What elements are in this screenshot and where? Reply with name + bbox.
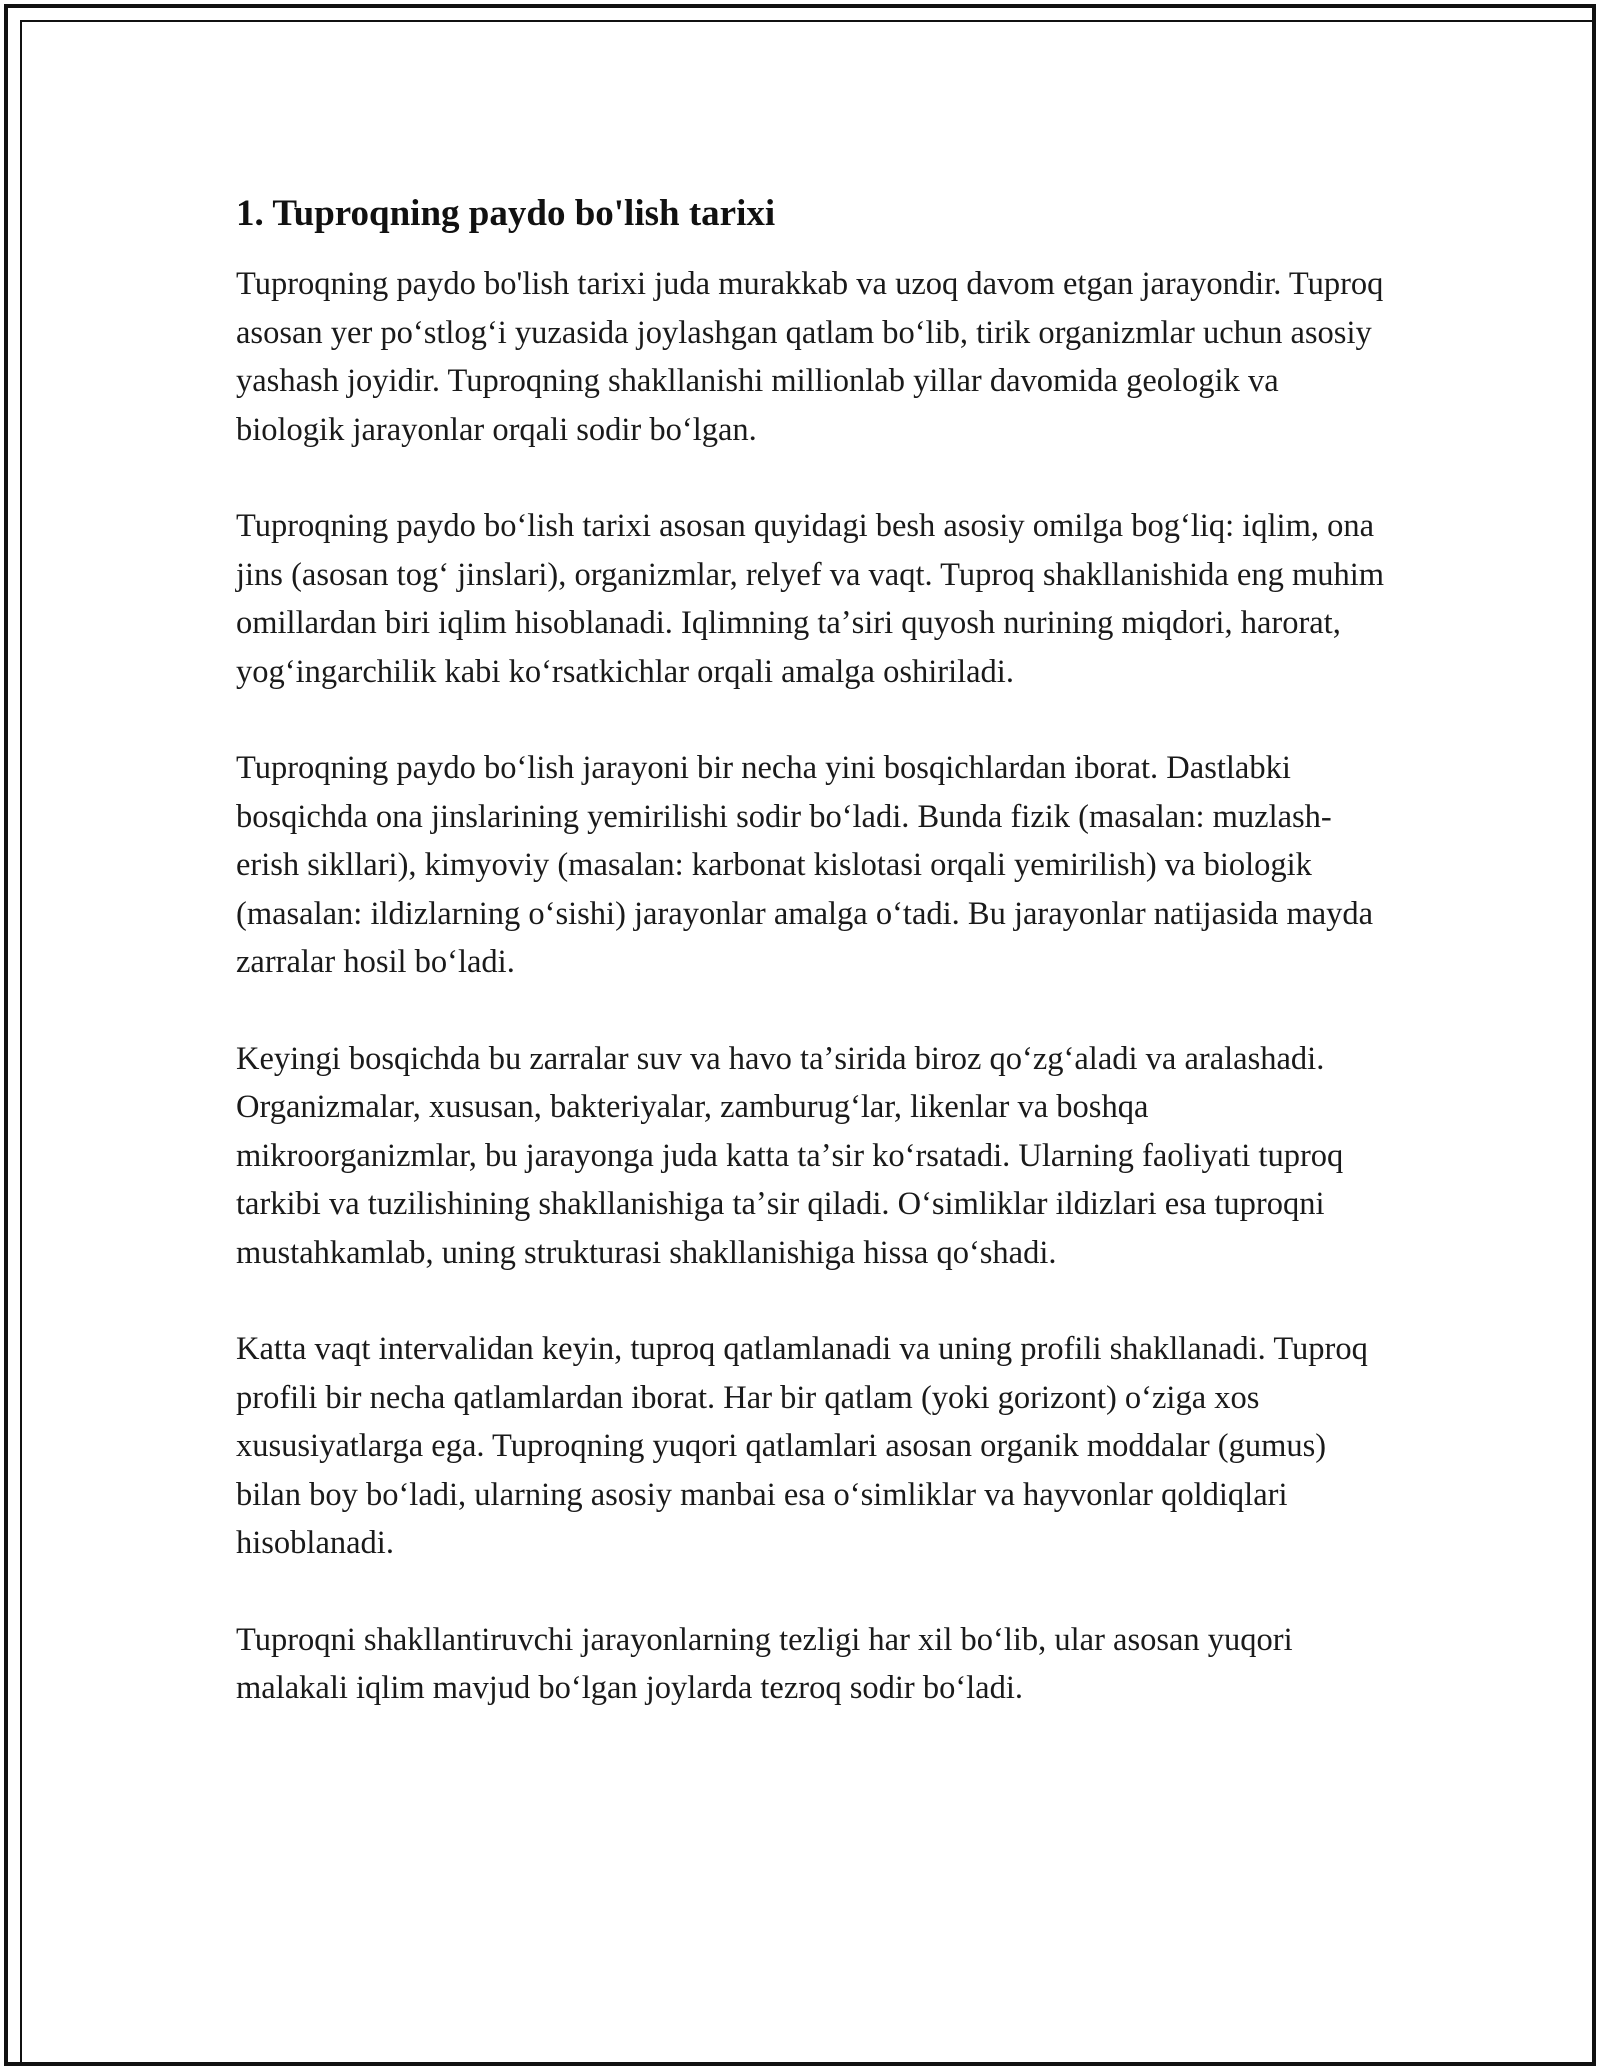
paragraph-3: Tuproqning paydo boʻlish jarayoni bir necha yini bosqichlardan iborat. Dastlabki bosqichda ona jinslarining yemirilishi sodir boʻladi. Bunda fizik (masalan: muzlash-erish sikllari), kimyoviy (masalan: karbonat kislotasi orqali yemirilish) va biologik (masalan: ildizlarning oʻsishi) jarayonlar amalga oʻtadi. Bu jarayonlar natijasida mayda zarralar hosil boʻladi. [236,750,1374,980]
document-body [236,186,1386,1761]
paragraph-4: Keyingi bosqichda bu zarralar suv va havo taʼsirida biroz qoʻzgʻaladi va aralashadi. Organizmalar, xususan, bakteriyalar, zamburugʻlar, likenlar va boshqa mikroorganizmlar, bu jarayonga juda katta taʼsir koʻrsatadi. Ularning faoliyati tuproq tarkibi va tuzilishining shakllanishiga taʼsir qiladi. Oʻsimliklar ildizlari esa tuproqni mustahkamlab, uning strukturasi shakllanishiga hissa qoʻshadi. [236,1040,1344,1271]
section-heading: 1. Tuproqning paydo bo'lish tarixi [236,193,776,234]
paragraph-6: Tuproqni shakllantiruvchi jarayonlarning tezligi har xil boʻlib, ular asosan yuqori malakali iqlim mavjud boʻlgan joylarda tezroq sodir boʻladi. [236,1621,1293,1706]
paragraph-2: Tuproqning paydo boʻlish tarixi asosan quyidagi besh asosiy omilga bogʻliq: iqlim, ona jins (asosan togʻ jinslari), organizmlar, relyef va vaqt. Tuproq shakllanishida eng muhim omillardan biri iqlim hisoblanadi. Iqlimning taʼsiri quyosh nurining miqdori, harorat, yogʻingarchilik kabi koʻrsatkichlar orqali amalga oshiriladi. [236,508,1385,690]
paragraph-5: Katta vaqt intervalidan keyin, tuproq qatlamlanadi va uning profili shakllanadi. Tuproq profili bir necha qatlamlardan iborat. Har bir qatlam (yoki gorizont) oʻziga xos xususiyatlarga ega. Tuproqning yuqori qatlamlari asosan organik moddalar (gumus) bilan boy boʻladi, ularning asosiy manbai esa oʻsimliklar va hayvonlar qoldiqlari hisoblanadi. [236,1331,1368,1561]
paragraph-1: Tuproqning paydo bo'lish tarixi juda murakkab va uzoq davom etgan jarayondir. Tuproq asosan yer poʻstlogʻi yuzasida joylashgan qatlam boʻlib, tirik organizmlar uchun asosiy yashash joyidir. Tuproqning shakllanishi millionlab yillar davomida geologik va biologik jarayonlar orqali sodir boʻlgan. [236,266,1384,448]
